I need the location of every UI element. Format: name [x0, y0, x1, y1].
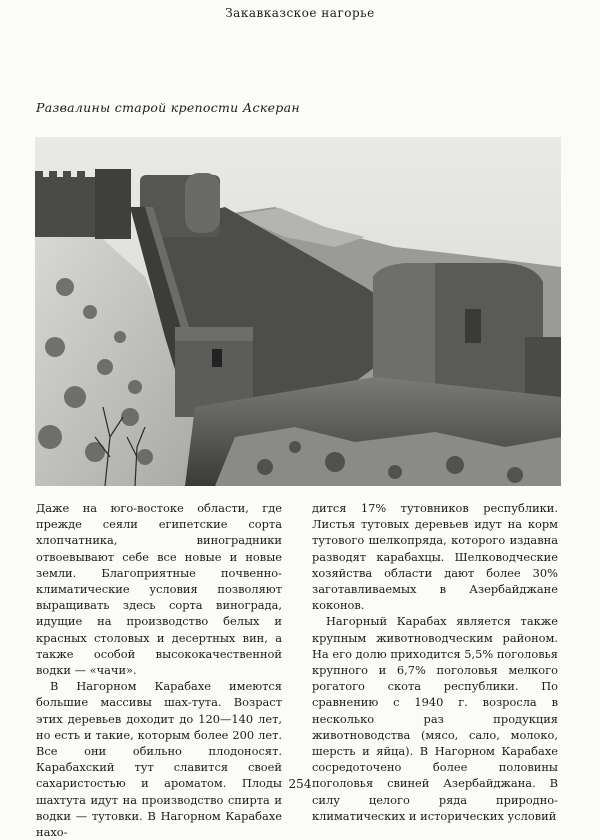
figure-caption: Развалины старой крепости Аскеран — [36, 100, 300, 115]
paragraph: Нагорный Карабах является также крупным животноводческим районом. На его долю приходится 5,5% поголовья крупного и 6,7% поголовья мелкого рогатого скота республики. По сравнению с 1940 г. возросла в несколько раз продукция животноводства (мясо, сало, молоко, шерсть и яйца). В Нагорном Карабахе сосредоточено более половины поголовья свиней Азербайджана. В силу целого ряда природно-климатических и исторических условий — [312, 614, 558, 823]
fortress-photo — [35, 137, 561, 486]
paragraph: дится 17% тутовников республики. Листья тутовых деревьев идут на корм тутового шелкопряда, которого издавна разводят карабахцы. Шелководческие хозяйства области дают более 30% заготавливаемых в Азербайджане коконов. — [312, 501, 558, 613]
running-header: Закавказское нагорье — [225, 6, 375, 20]
page-number: 254 — [288, 777, 312, 791]
right-text-column — [312, 500, 558, 824]
paragraph: В Нагорном Карабахе имеются большие массивы шах-тута. Возраст этих деревьев доходит до 120—140 лет, но есть и такие, которым более 200 лет. Все они обильно плодоносят. Карабахский тут славится своей сахаристостью и ароматом. Плоды шахтута идут на производство спирта и водки — тутовки. В Нагорном Карабахе нахо- — [36, 679, 282, 840]
paragraph: Даже на юго-востоке области, где прежде сеяли египетские сорта хлопчатника, виноградники отвоевывают себе все новые и новые земли. Благоприятные почвенно-климатические условия позволяют выращивать здесь сорта винограда, идущие на производство белых и красных столовых и десертных вин, а также особой высококачественной водки — «чачи». — [36, 501, 282, 678]
